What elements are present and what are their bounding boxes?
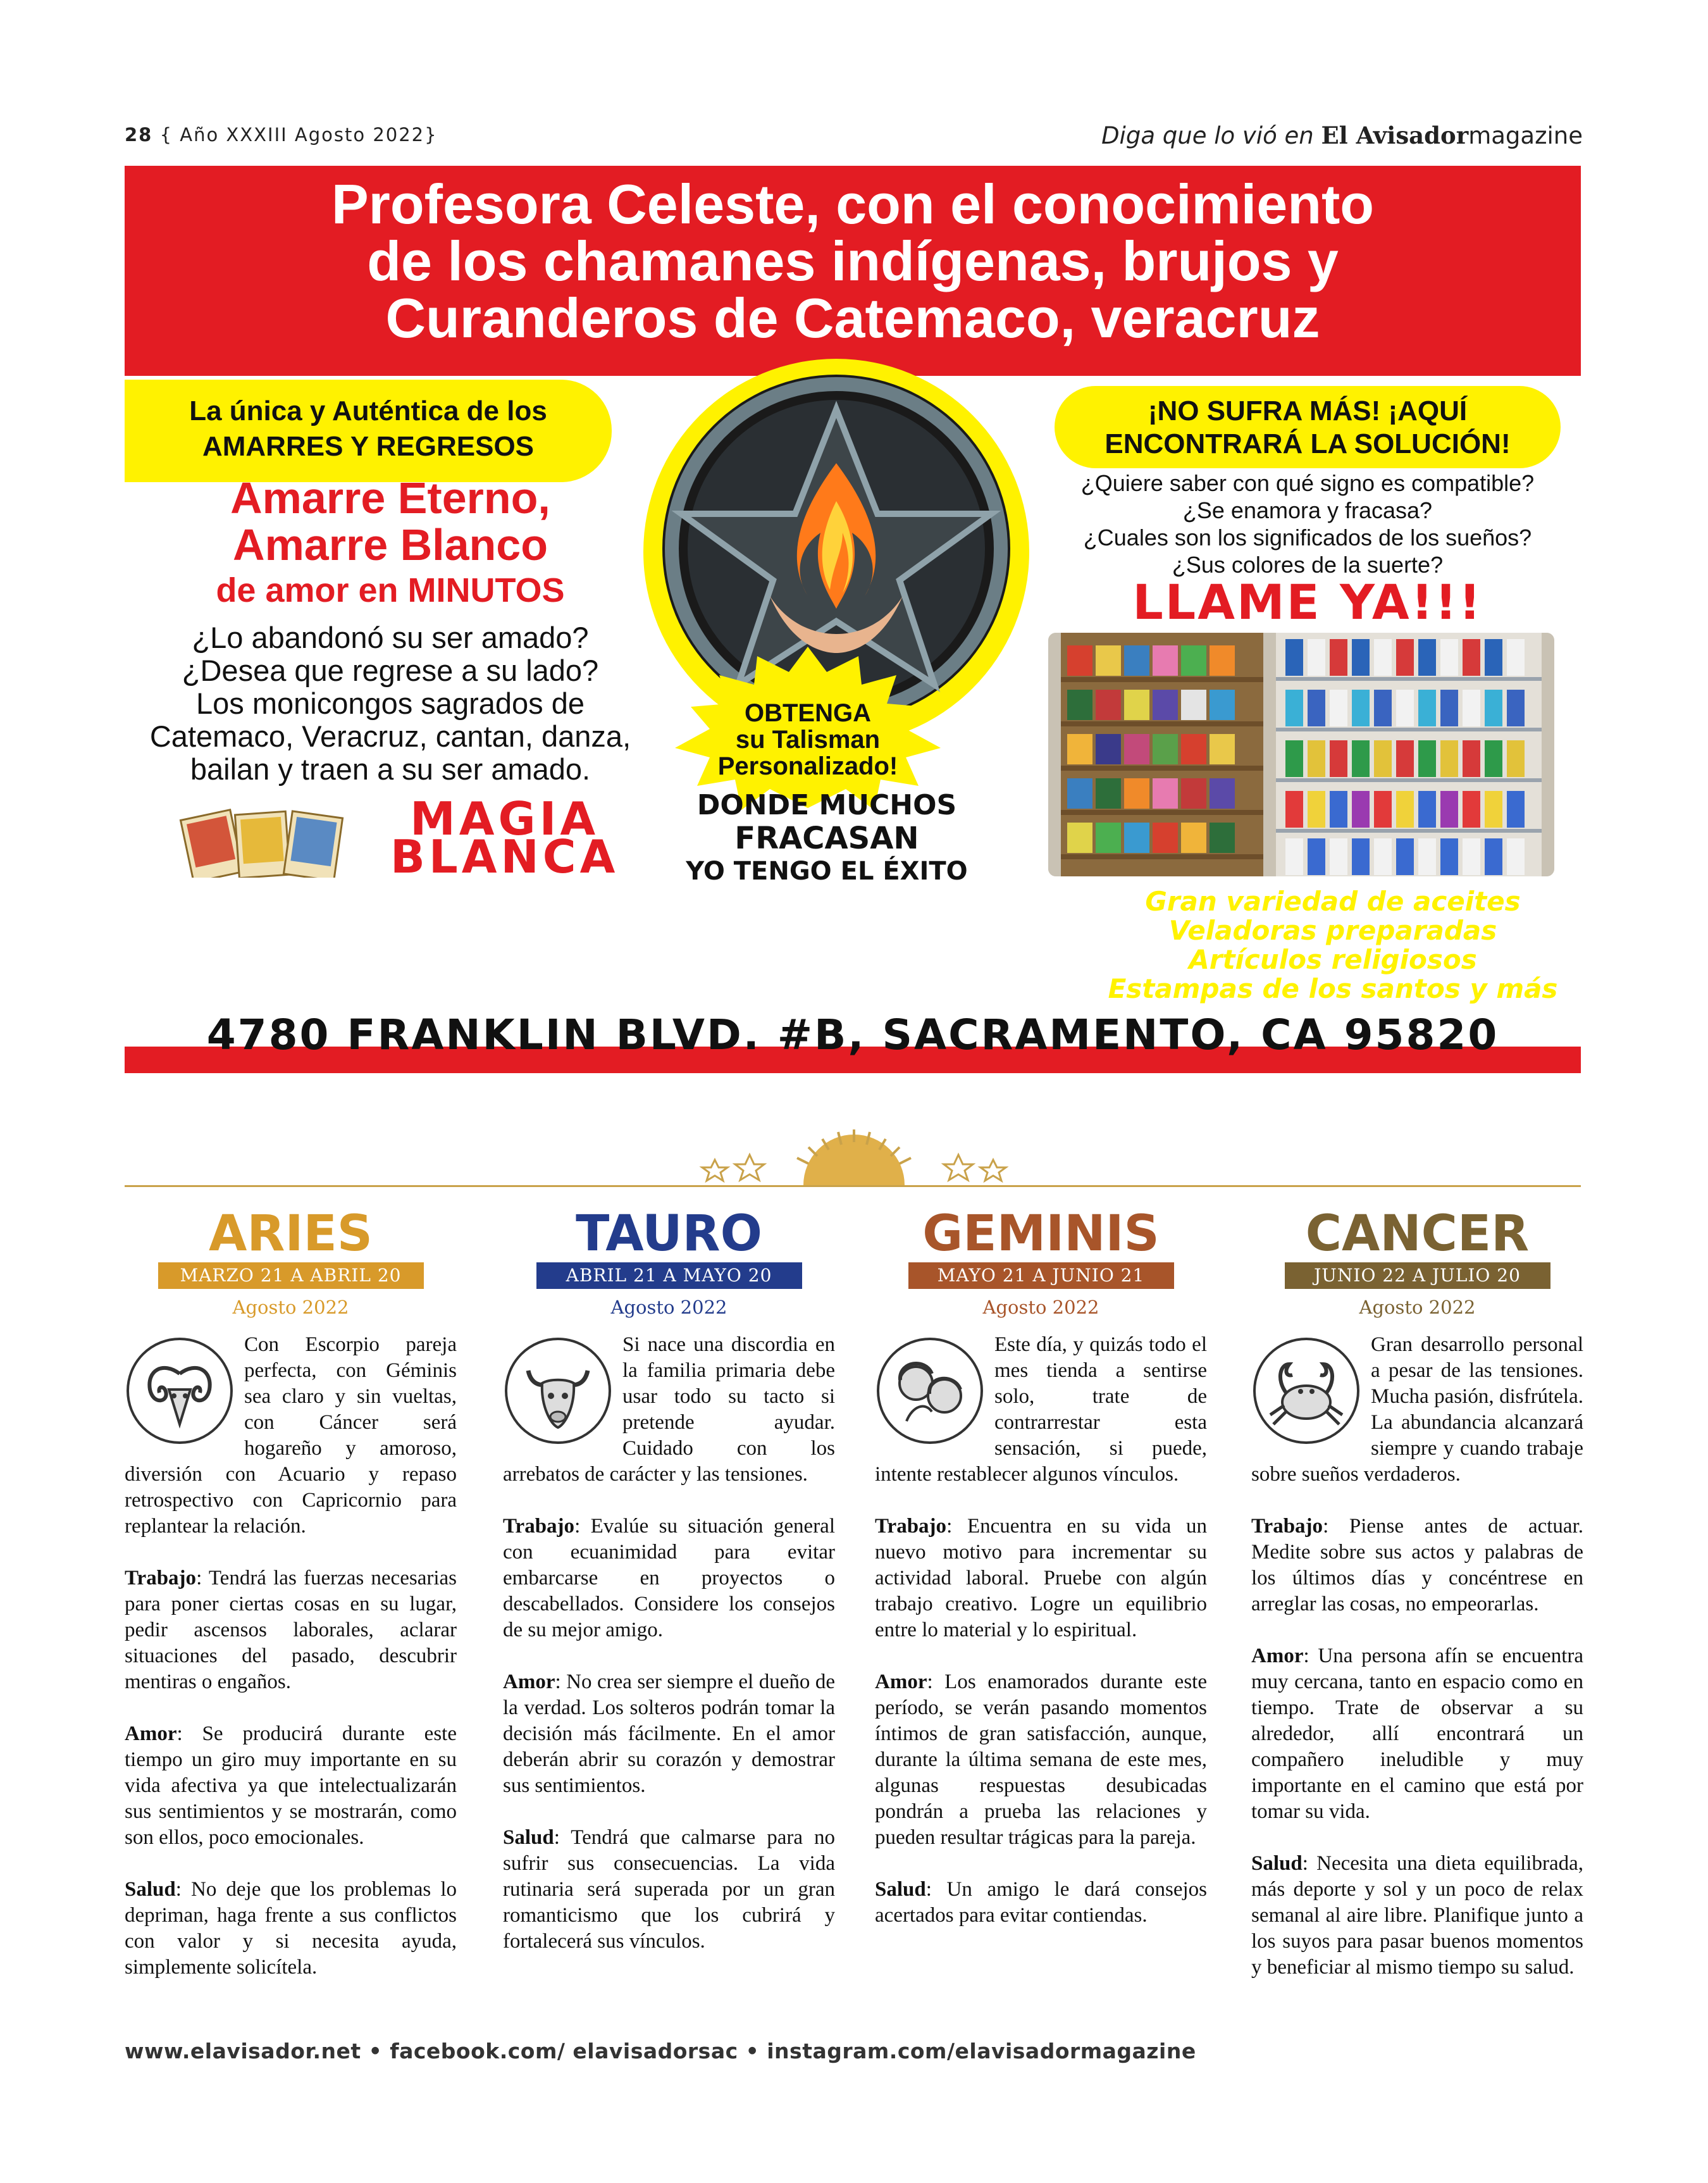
donde-muchos <box>669 789 985 888</box>
salud-text: : No deje que los problemas lo depriman, haga frente a sus conflictos con valor y si necesita ayuda, simplemente solicítela. <box>125 1878 457 1979</box>
amarre-line: Amarre Blanco <box>233 520 548 569</box>
brand-name: El Avisador <box>1321 121 1469 149</box>
starburst-line: su Talisman <box>735 726 881 754</box>
sign-range: MAYO 21 A JUNIO 21 <box>908 1262 1174 1289</box>
left-badge-line: La única y Auténtica de los <box>189 395 547 426</box>
donde-line: FRACASAN <box>734 821 919 856</box>
trabajo-label: Trabajo <box>503 1515 575 1538</box>
sign-date: Agosto 2022 <box>232 1297 349 1318</box>
right-question: ¿Cuales son los significados de los sueños? <box>1083 525 1532 550</box>
llame-ya: LLAME YA!!! <box>1132 574 1483 630</box>
horoscope-cancer <box>1251 1205 1583 2006</box>
website-link[interactable]: www.elavisador.net <box>125 2039 361 2063</box>
right-badge-line: ENCONTRARÁ LA SOLUCIÓN! <box>1105 428 1511 459</box>
page-header-left <box>125 124 438 146</box>
sign-text <box>875 1332 1207 1929</box>
left-questions <box>137 621 643 786</box>
salud-text: : Un amigo le dará consejos acertados para evitar contiendas. <box>875 1878 1207 1927</box>
magia-blanca <box>390 792 619 883</box>
trabajo-label: Trabajo <box>875 1515 947 1538</box>
ram-icon <box>125 1336 235 1446</box>
salud-text: : Necesita una dieta equilibrada, más deporte y sol y un poco de relax semanal al aire libre. Planifique junto a los suyos para pasar buenos momentos y beneficiar al mismo tiempo su salud. <box>1251 1852 1583 1979</box>
phone-number: 916-469-9210 <box>156 883 1007 1033</box>
horoscope-aries <box>125 1205 457 2006</box>
left-question: Catemaco, Veracruz, cantan, danza, <box>149 719 631 753</box>
left-question: ¿Lo abandonó su ser amado? <box>192 621 589 654</box>
amor-label: Amor <box>125 1722 177 1745</box>
salud-label: Salud <box>1251 1852 1303 1875</box>
sign-text <box>1251 1332 1583 1981</box>
shelves-icon <box>1048 633 1554 876</box>
talisman-starburst <box>662 647 953 811</box>
trabajo-label: Trabajo <box>125 1567 197 1589</box>
right-badge <box>1055 386 1561 468</box>
trabajo-text: : Encuentra en su vida un nuevo motivo para incrementar su actividad laboral. Pruebe con algún trabajo creativo. Logre un equilibrio entre lo material y lo espiritual. <box>875 1515 1207 1641</box>
bullet: • <box>368 2039 390 2063</box>
shop-shelves-photo <box>1048 633 1554 876</box>
crab-icon <box>1251 1336 1362 1446</box>
services-list <box>1092 887 1573 1004</box>
trabajo-label: Trabajo <box>1251 1515 1323 1538</box>
magia-line: MAGIA <box>410 792 600 845</box>
amor-text: : Se producirá durante este tiempo un giro muy importante en su vida afectiva ya que intelectualizarán sus sentimientos y se mostrarán, como son ellos, poco emocionales. <box>125 1722 457 1849</box>
footer <box>125 2039 1196 2063</box>
sign-name: CANCER <box>1305 1205 1530 1262</box>
sign-intro: Si nace una discordia en la familia primaria debe usar todo su tacto si pretende ayudar. Cuidado con los arrebatos de carácter y las tensiones. <box>503 1333 835 1486</box>
sun-stars-ornament-icon <box>696 1117 1012 1186</box>
bull-icon <box>503 1336 614 1446</box>
sign-intro: Este día, y quizás todo el mes tienda a sentirse solo, trate de contrarrestar esta sensación, si puede, intente restablecer algunos vínculos. <box>875 1333 1207 1486</box>
amarre-line: Amarre Eterno, <box>230 473 550 523</box>
page-header-right <box>1101 121 1583 149</box>
service-item: Gran variedad de aceites <box>1145 886 1521 917</box>
page-number: 28 <box>125 124 153 146</box>
horoscope-geminis <box>875 1205 1207 1955</box>
right-question: ¿Se enamora y fracasa? <box>1182 497 1433 523</box>
amor-label: Amor <box>503 1670 555 1693</box>
sign-text <box>503 1332 835 1955</box>
sign-name: ARIES <box>209 1205 373 1262</box>
horoscope-tauro <box>503 1205 835 1981</box>
tarot-cards-icon <box>174 808 364 878</box>
sign-range: JUNIO 22 A JULIO 20 <box>1285 1262 1550 1289</box>
service-item: Estampas de los santos y más <box>1108 973 1558 1004</box>
amor-text: : Una persona afín se encuentra muy cercana, tanto en espacio como en tiempo. Trate de observar a su alrededor, allí encontrará un compañero ineludible y muy importante en el camino que está por tomar su vida. <box>1251 1645 1583 1823</box>
sign-name: GEMINIS <box>922 1205 1160 1262</box>
left-badge <box>125 380 612 482</box>
right-badge-line: ¡NO SUFRA MÁS! ¡AQUÍ <box>1148 395 1468 426</box>
right-questions <box>1055 470 1561 578</box>
sign-range: ABRIL 21 A MAYO 20 <box>536 1262 802 1289</box>
facebook-link[interactable]: facebook.com/ elavisadorsac <box>390 2039 738 2063</box>
starburst-line: OBTENGA <box>745 699 871 727</box>
ad-title-line: Profesora Celeste, con el conocimiento <box>331 173 1375 235</box>
tagline: Diga que lo vió en <box>1101 122 1314 149</box>
trabajo-text: : Tendrá las fuerzas necesarias para poner ciertas cosas en su lugar, pedir ascensos laborales, aclarar situaciones del pasado, descubrir mentiras o engaños. <box>125 1567 457 1693</box>
sign-range: MARZO 21 A ABRIL 20 <box>158 1262 424 1289</box>
sign-text <box>125 1332 457 1981</box>
sign-intro: Con Escorpio pareja perfecta, con Géminis sea claro y sin vueltas, con Cáncer será hogareño y amoroso, diversión con Acuario y repaso retrospectivo con Capricornio para replantear la relación. <box>125 1333 457 1538</box>
trabajo-text: : Piense antes de actuar. Medite sobre sus actos y palabras de los últimos días y concéntrese en arreglar las cosas, no empeorarlas. <box>1251 1515 1583 1615</box>
amor-label: Amor <box>1251 1645 1304 1667</box>
magia-line: BLANCA <box>390 830 619 883</box>
issue-info: { Año XXXIII Agosto 2022} <box>159 124 438 146</box>
right-question: ¿Quiere saber con qué signo es compatible? <box>1080 470 1535 496</box>
sign-date: Agosto 2022 <box>982 1297 1099 1318</box>
left-question: Los monicongos sagrados de <box>195 687 585 720</box>
address: 4780 FRANKLIN BLVD. #B, SACRAMENTO, CA 95820 <box>206 1011 1499 1059</box>
starburst-line: Personalizado! <box>717 752 898 780</box>
right-question: ¿Sus colores de la suerte? <box>1172 552 1444 578</box>
twins-icon <box>875 1336 986 1446</box>
sign-name: TAURO <box>576 1205 762 1262</box>
bullet: • <box>745 2039 767 2063</box>
salud-text: : Tendrá que calmarse para no sufrir sus consecuencias. La vida rutinaria será superada por un gran romanticismo que los cubrirá y fortalecerá sus vínculos. <box>503 1826 835 1953</box>
section-divider <box>125 1185 1581 1187</box>
donde-line: YO TENGO EL ÉXITO <box>686 857 968 886</box>
amor-text: : No crea ser siempre el dueño de la verdad. Los solteros podrán tomar la decisión más fácilmente. En el amor deberán abrir su corazón y demostrar sus sentimientos. <box>503 1670 835 1797</box>
salud-label: Salud <box>125 1878 176 1901</box>
ad-title-line: Curanderos de Catemaco, veracruz <box>385 287 1320 349</box>
salud-label: Salud <box>503 1826 554 1849</box>
left-badge-line: AMARRES Y REGRESOS <box>202 431 535 462</box>
ad-title-line: de los chamanes indígenas, brujos y <box>367 230 1339 292</box>
sign-intro: Gran desarrollo personal a pesar de las tensiones. Mucha pasión, disfrútela. La abundancia alcanzará siempre y cuando trabaje sobre sueños verdaderos. <box>1251 1333 1583 1486</box>
salud-label: Salud <box>875 1878 926 1901</box>
trabajo-text: : Evalúe su situación general con ecuanimidad para evitar embarcarse en proyectos o descabellados. Considere los consejos de su mejor amigo. <box>503 1515 835 1641</box>
donde-line: DONDE MUCHOS <box>696 789 957 821</box>
left-question: ¿Desea que regrese a su lado? <box>182 654 599 687</box>
instagram-link[interactable]: instagram.com/elavisadormagazine <box>767 2039 1196 2063</box>
advertisement <box>125 166 1581 1073</box>
service-item: Veladoras preparadas <box>1168 915 1497 946</box>
ad-title <box>125 173 1581 349</box>
amarre-line: de amor en MINUTOS <box>216 571 565 609</box>
amor-text: : Los enamorados durante este período, se verán pasando momentos íntimos de gran satisfacción, aunque, durante la última semana de este mes, algunas respuestas desubicadas pondrán a prueba las relaciones y pueden resultar trágicas para la pareja. <box>875 1670 1207 1849</box>
service-item: Artículos religiosos <box>1189 944 1477 975</box>
amor-label: Amor <box>875 1670 927 1693</box>
sign-date: Agosto 2022 <box>1359 1297 1476 1318</box>
sign-date: Agosto 2022 <box>610 1297 727 1318</box>
brand-suffix: magazine <box>1468 122 1583 149</box>
amarre-heading <box>163 475 618 613</box>
left-question: bailan y traen a su ser amado. <box>190 752 591 786</box>
